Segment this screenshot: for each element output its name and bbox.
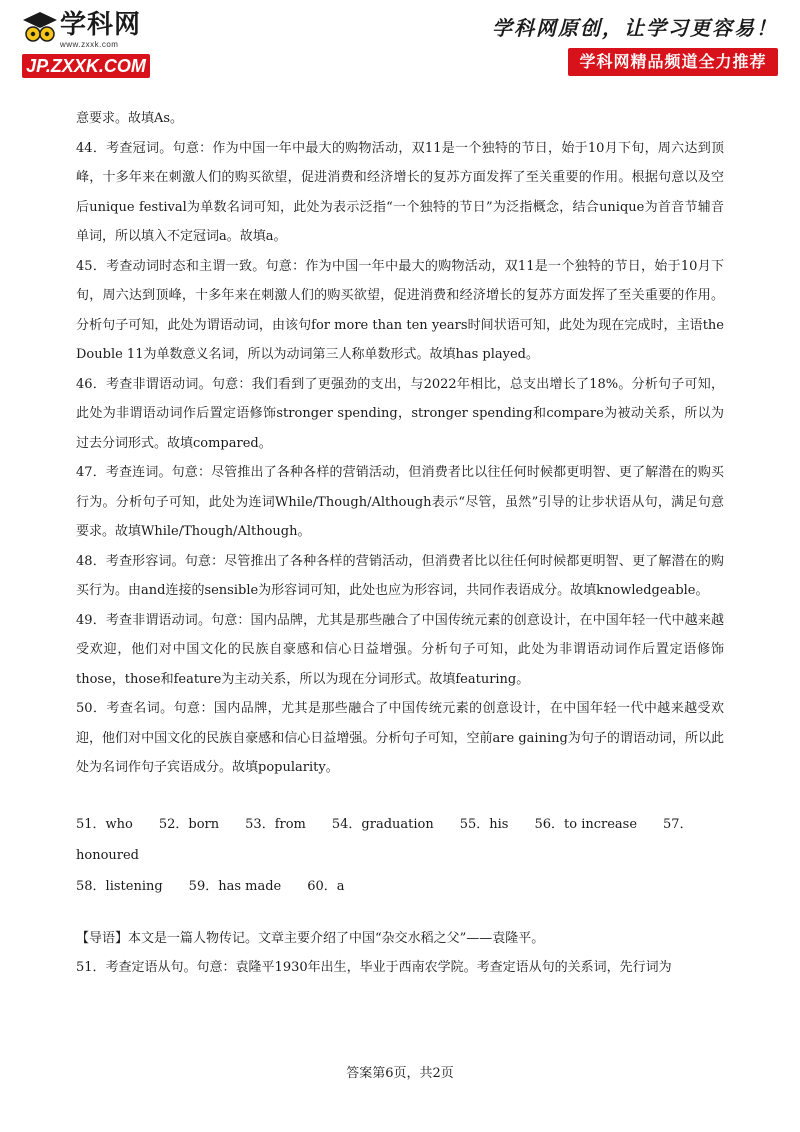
page-footer: 答案第6页，共2页 xyxy=(346,1066,454,1081)
header-slogan: 学科网原创，让学习更容易！ xyxy=(492,16,778,40)
paragraph-q46: 46．考查非谓语动词。句意：我们看到了更强劲的支出，与2022年相比，总支出增长了18%。分析句子可知，此处为非谓语动词作后置定语修饰stronger spending，stronger spending和compare为被动关系，所以为过去分词形式。故填compared。 xyxy=(76,376,724,451)
channel-banner: 学科网精品频道全力推荐 xyxy=(568,48,778,76)
section-intro: 【导语】本文是一篇人物传记。文章主要介绍了中国“杂交水稻之父”——袁隆平。 xyxy=(76,930,545,946)
paragraph-continued: 意要求。故填As。 xyxy=(76,111,184,126)
paragraph-q50: 50．考查名词。句意：国内品牌，尤其是那些融合了中国传统元素的创意设计，在中国年轻一代中越来越受欢迎，他们对中国文化的民族自豪感和信心日益增强。分析句子可知，空前are gaining为句子的谓语动词，所以此处为名词作句子宾语成分。故填popularity。 xyxy=(76,701,724,775)
graduation-cap-icon xyxy=(22,10,58,44)
paragraph-q44: 44．考查冠词。句意：作为中国一年中最大的购物活动，双11是一个独特的节日，始于10月下旬，周六达到顶峰，十多年来在刺激人们的购买欲望，促进消费和经济增长的复苏方面发挥了至关重要的作用。根据句意以及空后unique festival为单数名词可知，此处为表示泛指“一个独特的节日”为泛指概念，结合unique为首音节辅音单词，所以填入不定冠词a。故填a。 xyxy=(76,140,724,244)
logo-badge: JP.ZXXK.COM xyxy=(22,54,150,78)
paragraph-q47: 47．考查连词。句意：尽管推出了各种各样的营销活动，但消费者比以往任何时候都更明智、更了解潜在的购买行为。分析句子可知，此处为连词While/Though/Although表示“尽管，虽然”引导的让步状语从句，满足句意要求。故填While/Though/Although。 xyxy=(76,465,724,539)
zxxk-logo xyxy=(22,10,150,76)
paragraph-q49: 49．考查非谓语动词。句意：国内品牌，尤其是那些融合了中国传统元素的创意设计，在中国年轻一代中越来越受欢迎，他们对中国文化的民族自豪感和信心日益增强。分析句子可知，此处为非谓语动词作后置定语修饰those，those和feature为主动关系，所以为现在分词形式。故填featuring。 xyxy=(76,612,724,687)
paragraph-q48: 48．考查形容词。句意：尽管推出了各种各样的营销活动，但消费者比以往任何时候都更明智、更了解潜在的购买行为。由and连接的sensible为形容词可知，此处也应为形容词，共同作表语成分。故填knowledgeable。 xyxy=(76,553,724,598)
paragraph-q45: 45．考查动词时态和主谓一致。句意：作为中国一年中最大的购物活动，双11是一个独特的节日，始于10月下旬，周六达到顶峰，十多年来在刺激人们的购买欲望，促进消费和经济增长的复苏方面发挥了至关重要的作用。分析句子可知，此处为谓语动词，由该句for more than ten years时间状语可知，此处为现在完成时，主语the Double 11为单数意义名词，所以为动词第三人称单数形式。故填has played。 xyxy=(76,258,724,362)
logo-text: 学科网 xyxy=(60,10,142,40)
document-body xyxy=(76,104,724,983)
answer-key-line-1: 51．who 52．born 53．from 54．graduation 55．his 56．to increase 57．honoured xyxy=(76,816,693,863)
page-header xyxy=(0,0,800,84)
logo-url: www.zxxk.com xyxy=(60,40,119,49)
answer-key-line-2: 58．listening 59．has made 60．a xyxy=(76,878,345,894)
paragraph-q51: 51．考查定语从句。句意：袁隆平1930年出生，毕业于西南农学院。考查定语从句的关系词，先行词为 xyxy=(76,960,672,975)
